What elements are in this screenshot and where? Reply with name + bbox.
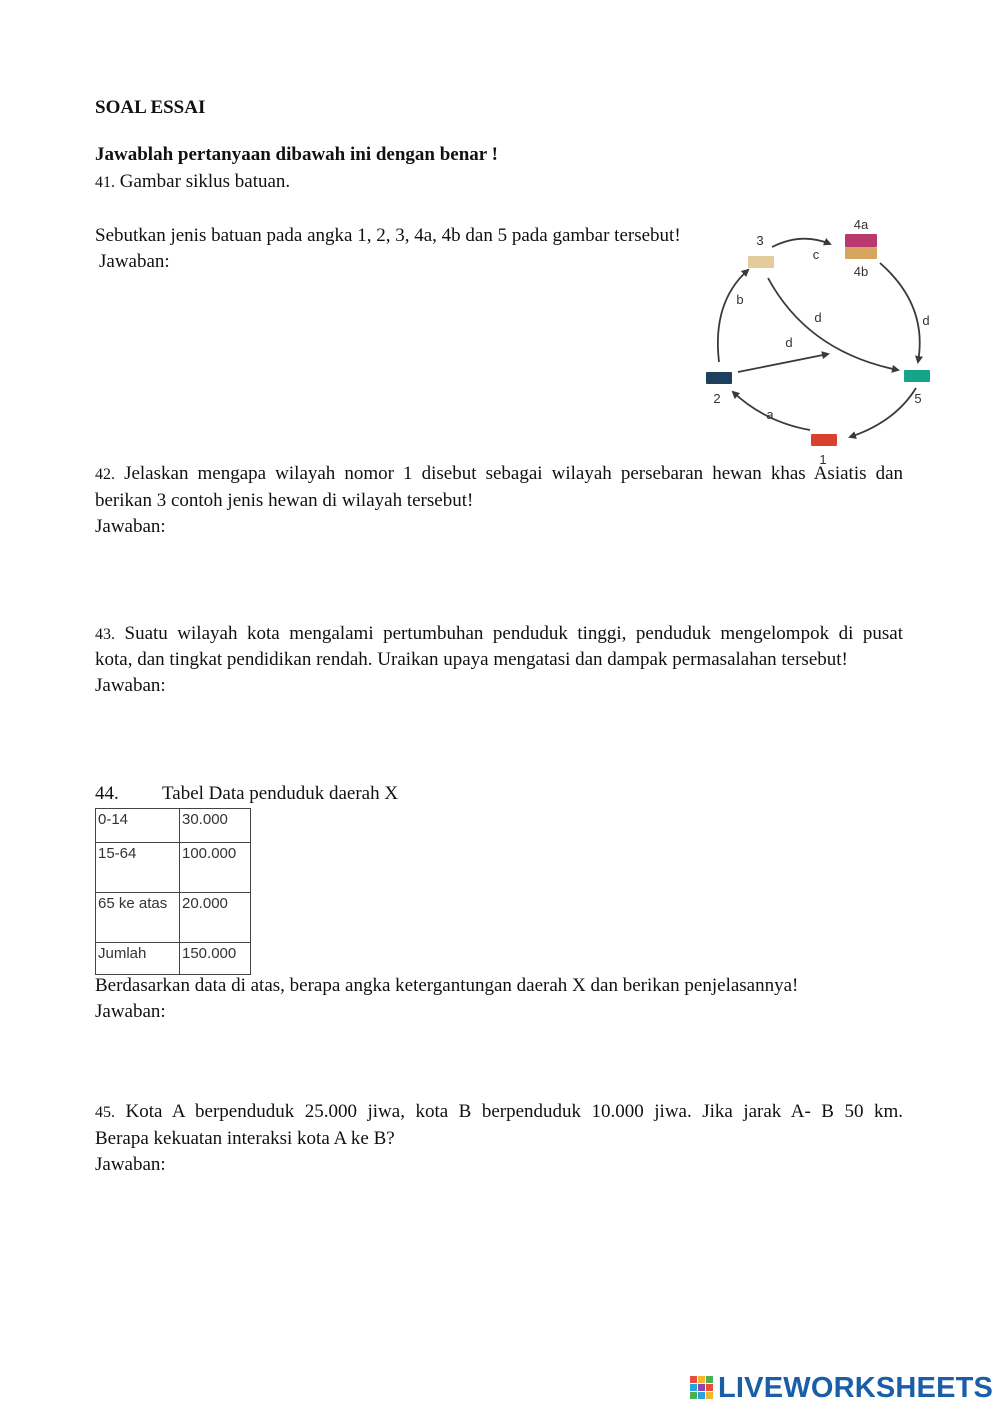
arrow-d-right-path xyxy=(880,263,920,362)
arrow-label-c: c xyxy=(812,247,820,262)
arrow-group xyxy=(718,239,920,437)
rock-3-block xyxy=(748,256,774,268)
question-number: 45. xyxy=(95,1104,115,1121)
population-cell: 30.000 xyxy=(180,809,251,843)
arrow-label-d-center: d xyxy=(785,335,793,350)
rock-5-block xyxy=(904,370,930,382)
node-label-5: 5 xyxy=(914,391,922,406)
question-42-line-1 xyxy=(95,461,903,488)
question-number: 42. xyxy=(95,466,115,483)
arrow-d-diagonal-path xyxy=(768,278,898,370)
age-group-cell: 0-14 xyxy=(96,809,180,843)
instruction-text: Jawablah pertanyaan dibawah ini dengan benar ! xyxy=(95,144,498,165)
table-row xyxy=(96,893,251,943)
population-table xyxy=(95,808,251,975)
question-43-line-1 xyxy=(95,621,903,648)
node-label-4a: 4a xyxy=(853,217,869,232)
node-label-1: 1 xyxy=(819,452,827,467)
answer-label: Jawaban: xyxy=(95,1001,166,1022)
question-43-line-2: kota, dan tingkat pendidikan rendah. Uraikan upaya mengatasi dan dampak permasalahan tersebut! xyxy=(95,649,848,670)
question-45-text: Kota A berpenduduk 25.000 jiwa, kota B berpenduduk 10.000 jiwa. Jika jarak A- B 50 km. xyxy=(125,1101,903,1122)
arrow-c-path xyxy=(772,239,830,247)
logo-wordmark: LIVEWORKSHEETS xyxy=(718,1371,994,1404)
rock-4a-block xyxy=(845,234,877,247)
age-group-cell: 65 ke atas xyxy=(96,893,180,943)
logo-mark-icon xyxy=(690,1376,714,1400)
arrow-d-center-path xyxy=(738,354,828,372)
node-label-3: 3 xyxy=(756,233,764,248)
question-41-prompt: Sebutkan jenis batuan pada angka 1, 2, 3, 4a, 4b dan 5 pada gambar tersebut! xyxy=(95,225,681,246)
arrow-label-a: a xyxy=(766,407,774,422)
question-45-line-1 xyxy=(95,1099,903,1126)
arrow-label-b: b xyxy=(736,292,744,307)
arrow-b-path xyxy=(718,270,748,362)
arrow-return-path xyxy=(850,388,916,437)
answer-label: Jawaban: xyxy=(95,1154,166,1175)
arrow-label-d-right: d xyxy=(922,313,930,328)
question-43-text: Suatu wilayah kota mengalami pertumbuhan penduduk tinggi, penduduk mengelompok di pusat xyxy=(124,623,903,644)
page-title: SOAL ESSAI xyxy=(95,97,206,118)
table-row xyxy=(96,943,251,975)
population-cell: 20.000 xyxy=(180,893,251,943)
rock-4b-block xyxy=(845,247,877,259)
node-label-4b: 4b xyxy=(853,264,869,279)
question-45-line-2: Berapa kekuatan interaksi kota A ke B? xyxy=(95,1128,395,1149)
question-44-number: 44. xyxy=(95,783,119,804)
table-row xyxy=(96,809,251,843)
table-title: Tabel Data penduduk daerah X xyxy=(162,783,399,804)
rock-cycle-diagram xyxy=(690,210,950,470)
answer-label: Jawaban: xyxy=(95,675,166,696)
total-label-cell: Jumlah xyxy=(96,943,180,975)
arrow-label-d-diagonal: d xyxy=(814,310,822,325)
total-value-cell: 150.000 xyxy=(180,943,251,975)
rock-2-block xyxy=(706,372,732,384)
question-42-line-2: berikan 3 contoh jenis hewan di wilayah tersebut! xyxy=(95,490,474,511)
population-cell: 100.000 xyxy=(180,843,251,893)
node-label-2: 2 xyxy=(713,391,721,406)
question-41-text: Gambar siklus batuan. xyxy=(119,171,291,192)
question-number: 43. xyxy=(95,626,115,643)
question-44-prompt: Berdasarkan data di atas, berapa angka ketergantungan daerah X dan berikan penjelasannya! xyxy=(95,975,799,996)
table-row xyxy=(96,843,251,893)
liveworksheets-logo xyxy=(690,1372,993,1404)
question-number: 41. xyxy=(95,174,115,191)
answer-label: Jawaban: xyxy=(95,516,166,537)
question-41-heading xyxy=(95,169,290,196)
age-group-cell: 15-64 xyxy=(96,843,180,893)
question-42-text: Jelaskan mengapa wilayah nomor 1 disebut sebagai wilayah persebaran hewan khas Asiatis dan xyxy=(124,463,903,484)
answer-label: Jawaban: xyxy=(99,251,170,272)
rock-1-block xyxy=(811,434,837,446)
